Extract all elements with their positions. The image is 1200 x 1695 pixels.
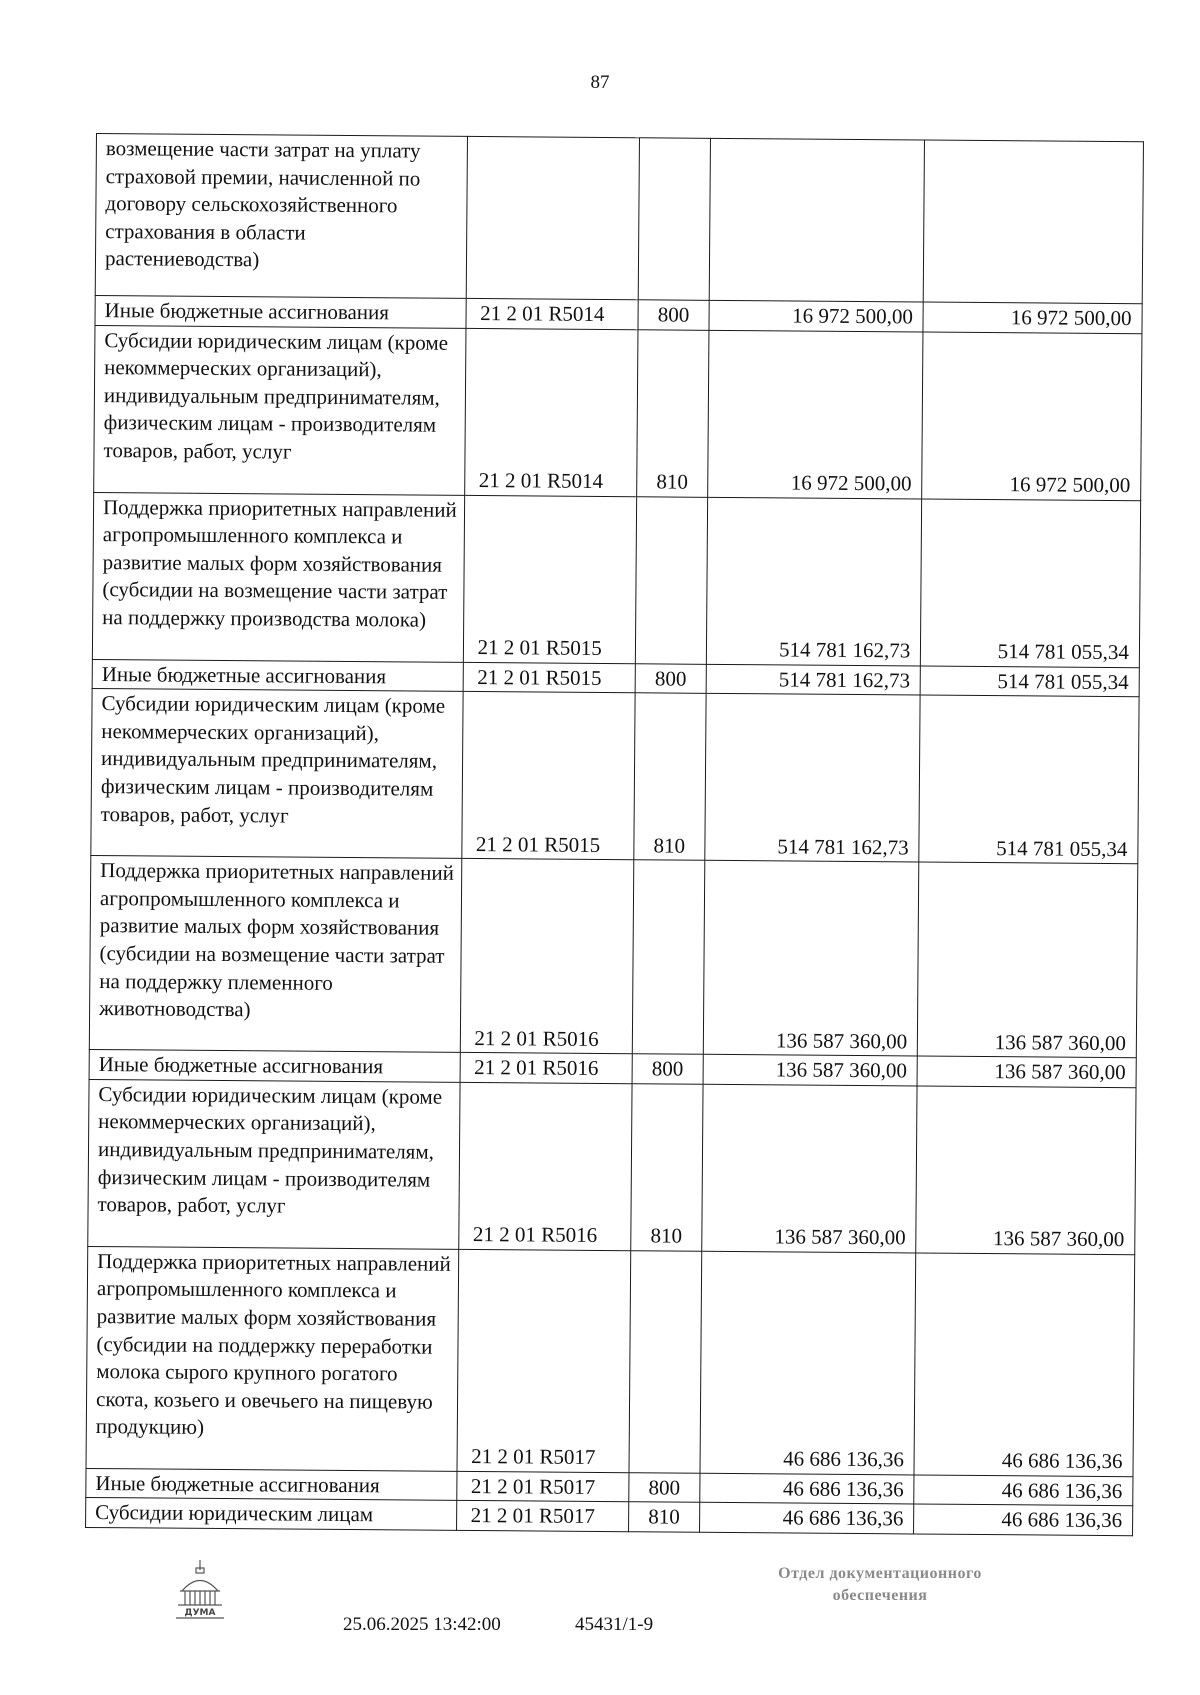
- row-name-cell: Иные бюджетные ассигнования: [92, 659, 463, 692]
- row-type-cell: 810: [637, 329, 709, 497]
- row-name-cell: Субсидии юридическим лицам (кроме некоммерческих организаций), индивидуальным предпринимателям, физическим лицам - производителям товаров, работ, услуг: [88, 1079, 460, 1249]
- row-amount2-cell: 514 781 055,34: [920, 666, 1139, 697]
- table-row: [91, 689, 1139, 864]
- row-code-cell: [466, 136, 640, 299]
- row-amount1-cell: 136 587 360,00: [703, 1054, 918, 1085]
- table-row: [92, 492, 1140, 667]
- row-code-cell: 21 2 01 R5015: [463, 662, 636, 693]
- row-name-cell: Субсидии юридическим лицам (кроме некоммерческих организаций), индивидуальным предпринимателям, физическим лицам - производителям товаров, работ, услуг: [94, 325, 466, 495]
- page-number: 87: [590, 72, 610, 93]
- footer-datetime: 25.06.2025 13:42:00: [343, 1614, 501, 1635]
- row-code-cell: 21 2 01 R5017: [456, 1471, 629, 1502]
- row-code-cell: 21 2 01 R5014: [466, 298, 639, 329]
- table-row: [88, 1079, 1136, 1254]
- row-amount1-cell: 514 781 162,73: [705, 693, 921, 862]
- row-type-cell: 810: [628, 1502, 699, 1532]
- row-type-cell: [638, 138, 710, 301]
- row-amount1-cell: 46 686 136,36: [700, 1473, 915, 1504]
- row-amount1-cell: 136 587 360,00: [702, 1084, 918, 1253]
- row-name-cell: Поддержка приоритетных направлений агропромышленного комплекса и развитие малых форм хозяйствования (субсидии на возмещение части затрат на поддержку производства молока): [92, 492, 464, 662]
- row-code-cell: 21 2 01 R5016: [458, 1082, 632, 1250]
- row-type-cell: 800: [638, 300, 709, 330]
- row-amount2-cell: 16 972 500,00: [922, 332, 1142, 501]
- row-amount2-cell: 136 587 360,00: [917, 1056, 1136, 1087]
- row-code-cell: 21 2 01 R5017: [456, 1501, 629, 1532]
- row-amount1-cell: 514 781 162,73: [706, 497, 922, 666]
- row-code-cell: 21 2 01 R5015: [461, 692, 635, 860]
- department-stamp: [735, 1563, 1025, 1607]
- row-name-cell: Иные бюджетные ассигнования: [95, 295, 466, 328]
- row-amount1-cell: 46 686 136,36: [699, 1503, 914, 1534]
- row-amount1-cell: 16 972 500,00: [709, 300, 924, 331]
- row-amount1-cell: 16 972 500,00: [708, 330, 924, 499]
- row-amount2-cell: 16 972 500,00: [923, 302, 1142, 333]
- row-amount2-cell: 46 686 136,36: [914, 1475, 1133, 1506]
- table-row: [89, 856, 1137, 1058]
- row-amount1-cell: [709, 138, 925, 302]
- row-amount2-cell: 514 781 055,34: [921, 499, 1141, 668]
- row-name-cell: Поддержка приоритетных направлений агропромышленного комплекса и развитие малых форм хозяйствования (субсидии на возмещение части затрат на поддержку племенного животноводства): [89, 856, 461, 1053]
- row-amount2-cell: 136 587 360,00: [918, 862, 1138, 1058]
- table-row: [94, 325, 1142, 500]
- row-type-cell: 800: [632, 1054, 703, 1084]
- row-name-cell: Субсидии юридическим лицам (кроме некоммерческих организаций), индивидуальным предпринимателям, физическим лицам - производителям товаров, работ, услуг: [91, 689, 463, 859]
- row-type-cell: [629, 1251, 702, 1474]
- row-code-cell: 21 2 01 R5017: [457, 1249, 631, 1472]
- row-type-cell: [632, 860, 705, 1055]
- stamp-line-1: Отдел документационного: [778, 1565, 982, 1582]
- row-code-cell: 21 2 01 R5016: [460, 859, 634, 1054]
- row-amount2-cell: 46 686 136,36: [914, 1253, 1134, 1477]
- row-amount2-cell: 46 686 136,36: [914, 1504, 1133, 1535]
- row-name-cell: Поддержка приоритетных направлений агропромышленного комплекса и развитие малых форм хозяйствования (субсидии на поддержку переработки молока сырого крупного рогатого скота, козьего и овечьего на пищевую продукцию): [86, 1246, 458, 1471]
- table-row: [95, 134, 1143, 304]
- row-amount1-cell: 46 686 136,36: [700, 1251, 916, 1475]
- row-amount1-cell: 136 587 360,00: [703, 860, 919, 1056]
- row-amount2-cell: 514 781 055,34: [919, 695, 1139, 864]
- footer-doc-number: 45431/1-9: [575, 1614, 654, 1635]
- budget-table: [85, 133, 1144, 1536]
- row-amount1-cell: 514 781 162,73: [706, 664, 921, 695]
- row-code-cell: 21 2 01 R5014: [464, 328, 638, 496]
- row-type-cell: [635, 496, 707, 664]
- table-row: [86, 1246, 1135, 1476]
- row-name-cell: возмещение части затрат на уплату страховой премии, начисленной по договору сельскохозяйственного страхования в области растениеводства): [95, 134, 467, 299]
- logo-text: ДУМА: [184, 1608, 216, 1618]
- row-name-cell: Субсидии юридическим лицам: [86, 1498, 457, 1531]
- row-amount2-cell: [923, 140, 1143, 304]
- row-code-cell: 21 2 01 R5016: [460, 1053, 633, 1084]
- duma-logo: [172, 1558, 228, 1622]
- row-type-cell: 810: [631, 1084, 703, 1252]
- row-type-cell: 800: [629, 1473, 700, 1503]
- row-type-cell: 810: [634, 693, 706, 861]
- stamp-line-2: обеспечения: [832, 1587, 928, 1604]
- row-amount2-cell: 136 587 360,00: [916, 1086, 1136, 1255]
- row-name-cell: Иные бюджетные ассигнования: [86, 1468, 457, 1501]
- row-type-cell: 800: [635, 663, 706, 693]
- row-name-cell: Иные бюджетные ассигнования: [89, 1050, 460, 1083]
- row-code-cell: 21 2 01 R5015: [463, 495, 637, 663]
